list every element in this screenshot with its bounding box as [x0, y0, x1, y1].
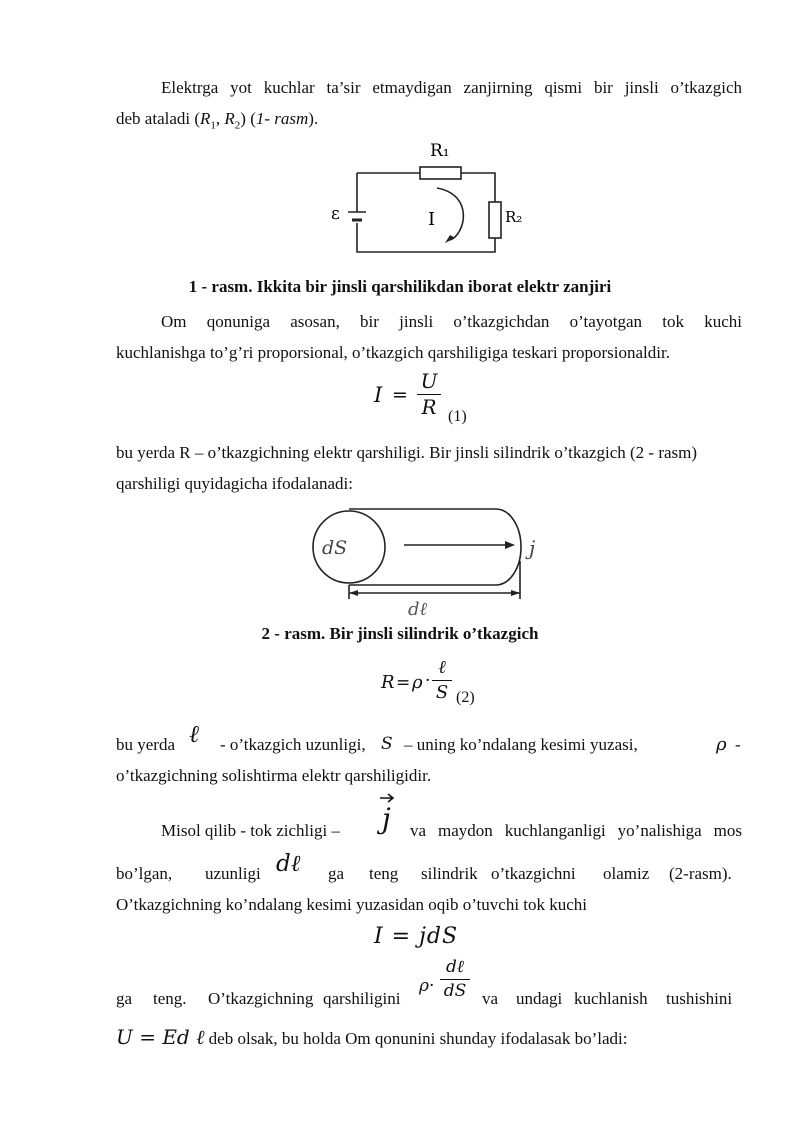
- para5-text: Misol qilib - tok zichligi –: [161, 821, 340, 840]
- label-r1: R₁: [430, 141, 450, 161]
- eq2-rho: ρ: [412, 672, 423, 693]
- current-arc: [437, 188, 463, 240]
- para2-line2: kuchlanishga to’g’ri proporsional, o’tkazgich qarshiligiga teskari proporsionaldir.: [116, 343, 670, 362]
- caption-figure-2: 2 - rasm. Bir jinsli silindrik o’tkazgich: [261, 624, 539, 643]
- para4-word: bu yerda: [116, 735, 176, 754]
- eq2-fraction: [432, 656, 452, 705]
- para5-word: ga: [328, 864, 345, 883]
- eq2-dot: ·: [425, 671, 431, 691]
- eq2-equals: =: [396, 673, 411, 693]
- para5-text: va maydon kuchlanganligi yo’nalishiga mos: [410, 821, 742, 840]
- r1-symbol: R: [200, 109, 211, 128]
- para5-word: uzunligi: [205, 864, 261, 883]
- current-density-arrow-head: [505, 541, 515, 549]
- symbol-ell: ℓ: [189, 720, 199, 748]
- symbol-rho: ρ: [716, 734, 727, 755]
- resistor-r2: [489, 202, 501, 238]
- r1-subscript: 1: [210, 119, 216, 132]
- label-r2: R₂: [505, 208, 523, 226]
- para6-denominator: dS: [440, 979, 470, 1003]
- eq1-equals: =: [392, 384, 408, 406]
- para6-numerator: dℓ: [446, 957, 464, 977]
- para4-text: – uning ko’ndalang kesimi yuzasi,: [404, 735, 638, 754]
- eq1-number: (1): [448, 408, 467, 425]
- para5-word: o’tkazgichni: [491, 864, 576, 883]
- label-emf: ε: [331, 204, 340, 224]
- length-arrow-right: [511, 590, 520, 596]
- r2-subscript: 2: [234, 119, 241, 132]
- cylinder-body: [349, 509, 521, 585]
- figure-reference: 1- rasm: [255, 109, 309, 128]
- para5-line3: O’tkazgichning ko’ndalang kesimi yuzasidan oqib o’tuvchi tok kuchi: [116, 895, 588, 914]
- para5-word: teng: [369, 864, 399, 883]
- length-arrow-left: [349, 590, 358, 596]
- symbol-j-vector: j: [382, 802, 391, 835]
- symbol-dl: dℓ: [276, 851, 301, 877]
- para1-line1: Elektrga yot kuchlar ta’sir etmaydigan zanjirning qismi bir jinsli o’tkazgich: [161, 78, 742, 97]
- para6-text: deb olsak, bu holda Om qonunini shunday ifodalasak bo’ladi:: [208, 1029, 628, 1048]
- eq1-denominator: R: [417, 394, 441, 420]
- para1-text: deb ataladi (: [116, 109, 201, 128]
- para1-text-mid: ) (: [240, 109, 256, 128]
- para5-word: olamiz: [603, 864, 650, 883]
- eq2-lhs: R: [381, 672, 395, 693]
- r2-symbol: R: [224, 109, 235, 128]
- para4-line2: o’tkazgichning solishtirma elektr qarshiligidir.: [116, 766, 432, 785]
- para6-line2: [116, 1022, 742, 1054]
- eq1-numerator: U: [420, 369, 438, 393]
- para4-text: - o’tkazgich uzunligi,: [220, 735, 366, 754]
- eq2-numerator: ℓ: [438, 657, 446, 678]
- para6-word: undagi: [516, 989, 563, 1008]
- para6-word: qarshiligini: [323, 989, 401, 1008]
- para5-word: silindrik: [421, 864, 478, 883]
- label-current: I: [428, 209, 436, 230]
- symbol-s: S: [381, 734, 393, 754]
- para5-word: (2-rasm).: [669, 864, 732, 883]
- circuit-bottom-wire: [357, 196, 495, 252]
- para6-word: O’tkazgichning: [208, 989, 314, 1008]
- eq1-fraction: [417, 369, 441, 420]
- para6-word: kuchlanish: [574, 989, 648, 1008]
- label-ds: dS: [322, 537, 348, 559]
- label-dl: dℓ: [408, 599, 428, 618]
- para6-word: tushishini: [666, 989, 733, 1008]
- label-j: j: [529, 536, 536, 560]
- para5-word: bo’lgan,: [116, 864, 173, 883]
- para1-text-end: ).: [308, 109, 319, 128]
- para2-line1: Om qonuniga asosan, bir jinsli o’tkazgichdan o’tayotgan tok kuchi: [161, 312, 742, 331]
- circuit-top-wire: [357, 173, 495, 196]
- eq2-number: (2): [456, 689, 475, 706]
- caption-figure-1: 1 - rasm. Ikkita bir jinsli qarshilikdan iborat elektr zanjiri: [188, 277, 612, 296]
- resistor-r1: [420, 167, 461, 179]
- separator: ,: [215, 109, 225, 128]
- para3-line1: bu yerda R – o’tkazgichning elektr qarshiligi. Bir jinsli silindrik o’tkazgich (2 - rasm): [116, 443, 698, 462]
- para3-line2: qarshiligi quyidagicha ifodalanadi:: [116, 474, 353, 493]
- equation-3: I = jdS: [374, 924, 459, 949]
- circuit-diagram: [325, 140, 535, 265]
- para6-line1: [116, 957, 742, 1014]
- equation-u-ed: U = Ed ℓ: [116, 1025, 205, 1049]
- para5-line2: [116, 851, 742, 889]
- eq1-lhs: I: [374, 383, 383, 407]
- cylinder-diagram: [300, 503, 560, 618]
- para4-dash: -: [735, 735, 741, 754]
- para6-fraction: [440, 956, 470, 1003]
- para1-line2: [116, 103, 742, 141]
- para6-word: va: [482, 989, 499, 1008]
- para6-word: teng.: [153, 989, 187, 1008]
- eq2-denominator: S: [432, 680, 452, 705]
- para6-word: ga: [116, 989, 133, 1008]
- symbol-rho-dot: ρ·: [419, 976, 435, 996]
